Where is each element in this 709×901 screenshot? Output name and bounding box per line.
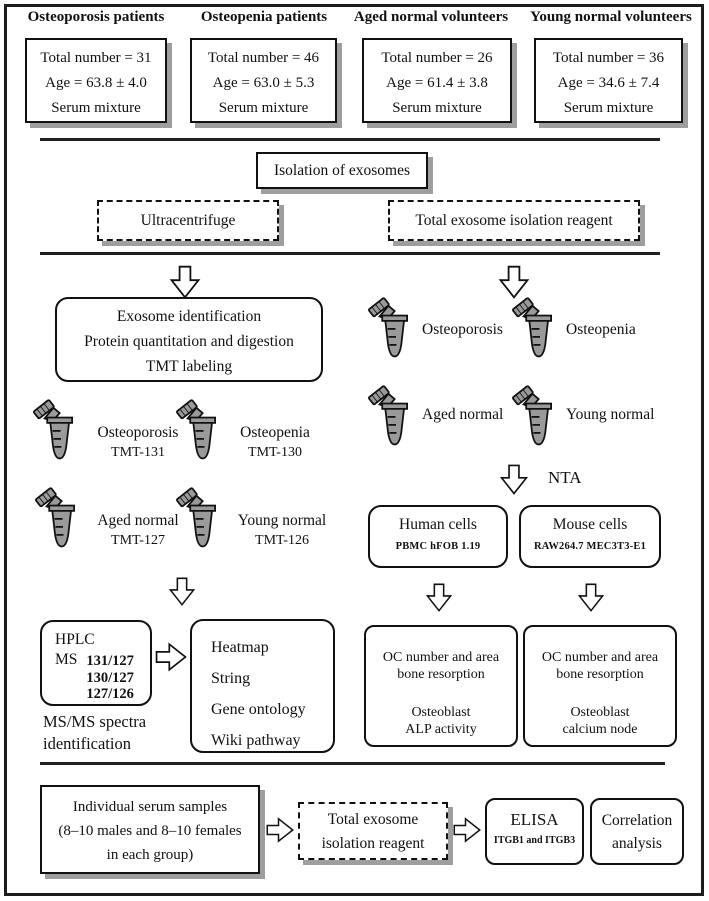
process-step: Protein quantitation and digestion <box>84 333 294 350</box>
analysis-item: Heatmap <box>211 639 269 656</box>
group-header-aged-normal: Aged normal volunteers <box>353 9 509 25</box>
analysis-item: Wiki pathway <box>211 732 301 749</box>
cell-lines: RAW264.7 MEC3T3-E1 <box>533 541 647 552</box>
isolation-reagent-box <box>388 200 640 241</box>
human-cells-box <box>368 505 508 568</box>
microtube-icon <box>176 484 224 552</box>
down-arrow-icon <box>167 263 203 301</box>
right-tube-label-osteoporosis: Osteoporosis <box>422 321 503 338</box>
elisa-title: ELISA <box>510 810 559 829</box>
analysis-item: Gene ontology <box>211 701 306 718</box>
right-arrow-icon <box>154 639 188 675</box>
tube-group-name: Osteoporosis <box>97 424 179 441</box>
bioinformatics-box <box>190 619 335 753</box>
group-box-aged-normal <box>362 38 512 123</box>
tmt-ratio: 131/127 <box>86 653 134 669</box>
group-box-young-normal <box>534 38 683 123</box>
right-tube-label-young-normal: Young normal <box>566 406 655 423</box>
down-arrow-icon <box>164 576 200 607</box>
microtube-icon <box>176 396 224 464</box>
sample-type: Serum mixture <box>563 100 654 116</box>
group-box-osteopenia <box>190 38 337 123</box>
outcome-box-calcium <box>523 625 677 747</box>
reagent-box-bottom <box>298 802 448 860</box>
group-box-osteoporosis <box>25 38 167 123</box>
individual-serum-box <box>40 785 260 874</box>
sample-type: Serum mixture <box>51 100 141 116</box>
down-arrow-icon <box>573 582 609 613</box>
outcome-box-alp <box>364 625 518 747</box>
serum-line: in each group) <box>106 847 194 863</box>
isolation-label: Isolation of exosomes <box>273 162 411 179</box>
caption-line: MS/MS spectra <box>43 712 147 731</box>
analysis-item: String <box>211 670 251 687</box>
down-arrow-icon <box>421 582 457 613</box>
tmt-tube-young-normal <box>226 511 338 551</box>
nta-label: NTA <box>548 468 582 487</box>
tmt-ratio: 127/126 <box>86 686 134 702</box>
group-header-osteoporosis: Osteoporosis patients <box>27 9 165 25</box>
group-header-young-normal: Young normal volunteers <box>530 9 692 25</box>
outcome-line: OC number and area <box>541 650 659 665</box>
right-arrow-icon <box>452 814 482 846</box>
outcome-line: Osteoblast <box>570 705 630 720</box>
tmt-ratio: 130/127 <box>86 669 134 686</box>
microtube-icon <box>512 382 560 450</box>
correlation-line: Correlation <box>601 812 673 829</box>
isolation-reagent-label: Total exosome isolation reagent <box>415 212 613 229</box>
tmt-channel: TMT-130 <box>248 445 302 460</box>
ultracentrifuge-label: Ultracentrifuge <box>140 212 236 229</box>
isolation-box <box>256 152 428 189</box>
cell-box-title: Mouse cells <box>552 516 628 533</box>
outcome-line: calcium node <box>562 721 638 737</box>
divider-line-bottom <box>40 762 665 765</box>
cell-box-title: Human cells <box>399 516 477 533</box>
tmt-tube-osteopenia <box>226 423 324 463</box>
reagent-line: isolation reagent <box>321 835 425 852</box>
ms-label: MS <box>55 651 78 668</box>
tube-group-name: Osteopenia <box>240 424 310 441</box>
total-number: Total number = 31 <box>40 50 152 66</box>
total-number: Total number = 26 <box>381 50 493 66</box>
outcome-line: OC number and area <box>382 650 500 665</box>
microtube-icon <box>368 382 416 450</box>
tmt-ratio-list <box>86 651 134 703</box>
total-number: Total number = 46 <box>207 50 320 66</box>
down-arrow-icon <box>497 463 531 496</box>
tube-group-name: Young normal <box>237 512 327 529</box>
msms-caption <box>43 711 146 755</box>
tmt-channel: TMT-131 <box>111 445 165 460</box>
total-number: Total number = 36 <box>552 50 665 66</box>
microtube-icon <box>512 294 560 362</box>
hplc-label: HPLC <box>55 631 95 648</box>
tube-group-name: Aged normal <box>97 512 179 529</box>
right-tube-label-aged-normal: Aged normal <box>422 406 504 423</box>
divider-line-top <box>40 138 660 141</box>
correlation-line: analysis <box>612 835 662 852</box>
age-value: Age = 63.0 ± 5.3 <box>212 75 315 91</box>
age-value: Age = 34.6 ± 7.4 <box>557 75 660 91</box>
ultracentrifuge-box <box>97 200 279 241</box>
elisa-targets: ITGB1 and ITGB3 <box>493 835 576 846</box>
outcome-line: bone resorption <box>397 666 485 682</box>
right-tube-label-osteopenia: Osteopenia <box>566 321 636 338</box>
microtube-icon <box>33 396 81 464</box>
outcome-line: ALP activity <box>405 721 477 737</box>
sample-type: Serum mixture <box>218 100 309 116</box>
caption-line: identification <box>43 734 131 753</box>
proteomics-process-box <box>55 297 323 382</box>
tmt-channel: TMT-126 <box>255 533 309 548</box>
tmt-channel: TMT-127 <box>111 533 165 548</box>
process-step: Exosome identification <box>116 308 262 325</box>
process-step: TMT labeling <box>145 358 233 375</box>
hplc-ms-box <box>40 620 152 706</box>
age-value: Age = 63.8 ± 4.0 <box>45 75 147 91</box>
cell-lines: PBMC hFOB 1.19 <box>395 541 481 552</box>
mouse-cells-box <box>519 505 661 568</box>
right-arrow-icon <box>265 814 295 846</box>
outcome-line: Osteoblast <box>411 705 471 720</box>
serum-line: Individual serum samples <box>72 799 228 815</box>
age-value: Age = 61.4 ± 3.8 <box>386 75 488 91</box>
microtube-icon <box>35 484 83 552</box>
sample-type: Serum mixture <box>392 100 482 116</box>
outcome-line: bone resorption <box>556 666 644 682</box>
reagent-line: Total exosome <box>327 811 419 828</box>
elisa-box <box>485 798 584 865</box>
serum-line: (8–10 males and 8–10 females <box>58 823 242 839</box>
microtube-icon <box>368 294 416 362</box>
correlation-box <box>590 798 684 865</box>
group-header-osteopenia: Osteopenia patients <box>200 9 328 25</box>
divider-line-middle <box>40 252 660 255</box>
